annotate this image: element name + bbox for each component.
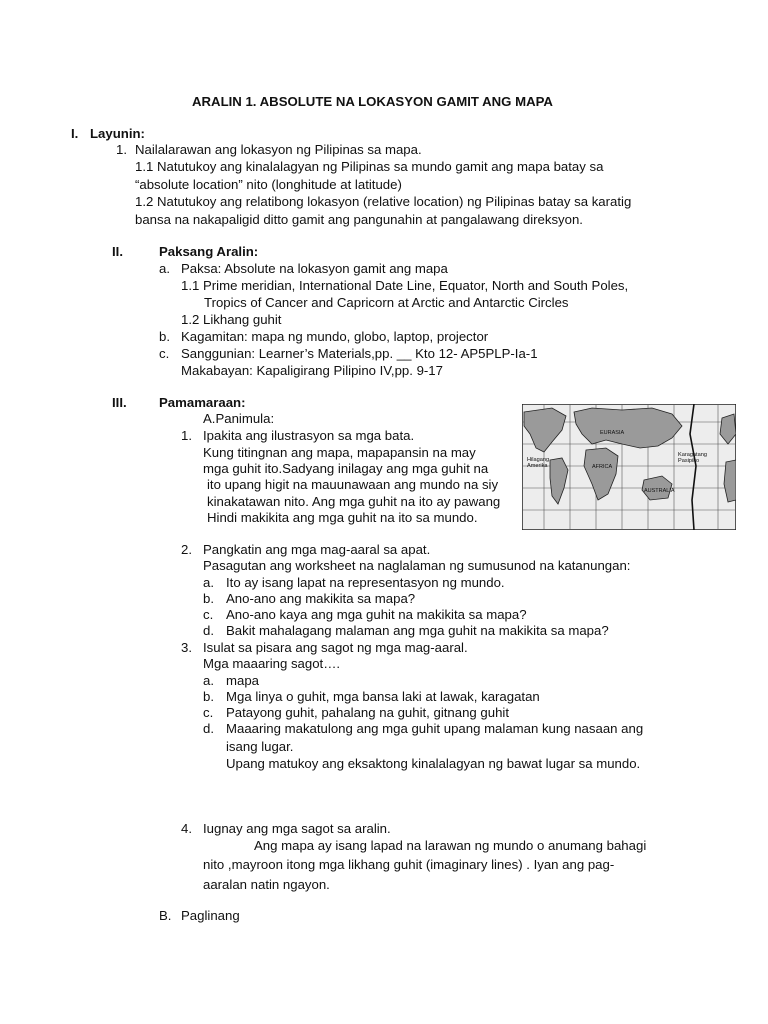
map-label-left: Hilagang Amerika [527, 457, 550, 469]
objective-text: Nailalarawan ang lokasyon ng Pilipinas sa mapa. [135, 142, 422, 157]
list-marker: a. [159, 261, 170, 276]
procedure-text: ito upang higit na mauunawaan ang mundo na siy [207, 477, 499, 492]
item-number: 1. [181, 428, 192, 443]
answer-item: isang lugar. [226, 739, 294, 754]
procedure-text: Isulat sa pisara ang sagot ng mga mag-aaral. [203, 640, 468, 655]
item-number: 1. [116, 142, 127, 157]
list-marker: c. [203, 607, 214, 622]
answer-item: mapa [226, 673, 259, 688]
list-marker: b. [203, 591, 214, 606]
item-number: 3. [181, 640, 192, 655]
map-label-right: Karagatang Pasipiko [678, 452, 707, 464]
list-marker: c. [203, 705, 214, 720]
reference-text: Makabayan: Kapaligirang Pilipino IV,pp. 9-17 [181, 363, 443, 378]
objective-text: “absolute location” nito (longhitude at latitude) [135, 177, 402, 192]
list-marker: b. [203, 689, 214, 704]
item-number: 4. [181, 821, 192, 836]
question-item: Ito ay isang lapat na representasyon ng mundo. [226, 575, 505, 590]
procedure-text: nito ,mayroon itong mga likhang guhit (imaginary lines) . Iyan ang pag- [203, 857, 615, 872]
objective-text: 1.1 Natutukoy ang kinalalagyan ng Pilipinas sa mundo gamit ang mapa batay sa [135, 159, 604, 174]
map-label-australia: AUSTRALIA [644, 488, 675, 494]
procedure-text: Ang mapa ay isang lapad na larawan ng mundo o anumang bahagi [254, 838, 647, 853]
section-1-heading: Layunin: [90, 126, 145, 141]
question-item: Ano-ano ang makikita sa mapa? [226, 591, 416, 606]
list-marker: a. [203, 575, 214, 590]
procedure-text: Pasagutan ang worksheet na naglalaman ng sumusunod na katanungan: [203, 558, 631, 573]
procedure-text: Kung titingnan ang mapa, mapapansin na may [203, 445, 476, 460]
answer-item: Maaaring makatulong ang mga guhit upang malaman kung nasaan ang [226, 721, 644, 736]
world-map-image [522, 404, 736, 530]
question-item: Ano-ano kaya ang mga guhit na makikita sa mapa? [226, 607, 527, 622]
map-label-africa: AFRICA [592, 464, 613, 470]
section-1-number: I. [71, 126, 79, 141]
list-marker: d. [203, 623, 214, 638]
procedure-text: Pangkatin ang mga mag-aaral sa apat. [203, 542, 431, 557]
topic-text: Paksa: Absolute na lokasyon gamit ang mapa [181, 261, 448, 276]
topic-text: 1.2 Likhang guhit [181, 312, 282, 327]
reference-text: Sanggunian: Learner’s Materials,pp. __ Kto 12- AP5PLP-Ia-1 [181, 346, 538, 361]
list-marker: d. [203, 721, 214, 736]
subsection-heading: Paglinang [181, 908, 240, 923]
list-marker: c. [159, 346, 170, 361]
procedure-text: Mga maaaring sagot…. [203, 656, 341, 671]
answer-item: Patayong guhit, pahalang na guhit, gitnang guhit [226, 705, 510, 720]
topic-text: 1.1 Prime meridian, International Date Line, Equator, North and South Poles, [181, 278, 629, 293]
procedure-text: Hindi makikita ang mga guhit na ito sa mundo. [207, 510, 478, 525]
section-2-heading: Paksang Aralin: [159, 244, 259, 259]
subsection-marker: B. [159, 908, 172, 923]
objective-text: bansa na nakapaligid ditto gamit ang pangunahin at pangalawang direksyon. [135, 212, 583, 227]
map-label-eurasia: EURASIA [600, 430, 625, 436]
materials-text: Kagamitan: mapa ng mundo, globo, laptop, projector [181, 329, 489, 344]
subsection-heading: A.Panimula: [203, 411, 275, 426]
list-marker: a. [203, 673, 214, 688]
procedure-text: mga guhit ito.Sadyang inilagay ang mga guhit na [203, 461, 489, 476]
section-3-number: III. [112, 395, 127, 410]
answer-item: Mga linya o guhit, mga bansa laki at lawak, karagatan [226, 689, 540, 704]
procedure-text: Ipakita ang ilustrasyon sa mga bata. [203, 428, 415, 443]
section-2-number: II. [112, 244, 123, 259]
answer-item: Upang matukoy ang eksaktong kinalalagyan ng bawat lugar sa mundo. [226, 756, 641, 771]
topic-text: Tropics of Cancer and Capricorn at Arctic and Antarctic Circles [204, 295, 569, 310]
list-marker: b. [159, 329, 170, 344]
procedure-text: aaralan natin ngayon. [203, 877, 330, 892]
question-item: Bakit mahalagang malaman ang mga guhit na makikita sa mapa? [226, 623, 609, 638]
procedure-text: kinakatawan nito. Ang mga guhit na ito ay pawang [207, 494, 501, 509]
objective-text: 1.2 Natutukoy ang relatibong lokasyon (relative location) ng Pilipinas batay sa karatig [135, 194, 632, 209]
item-number: 2. [181, 542, 192, 557]
page-title: ARALIN 1. ABSOLUTE NA LOKASYON GAMIT ANG MAPA [192, 94, 553, 109]
section-3-heading: Pamamaraan: [159, 395, 246, 410]
procedure-text: Iugnay ang mga sagot sa aralin. [203, 821, 391, 836]
